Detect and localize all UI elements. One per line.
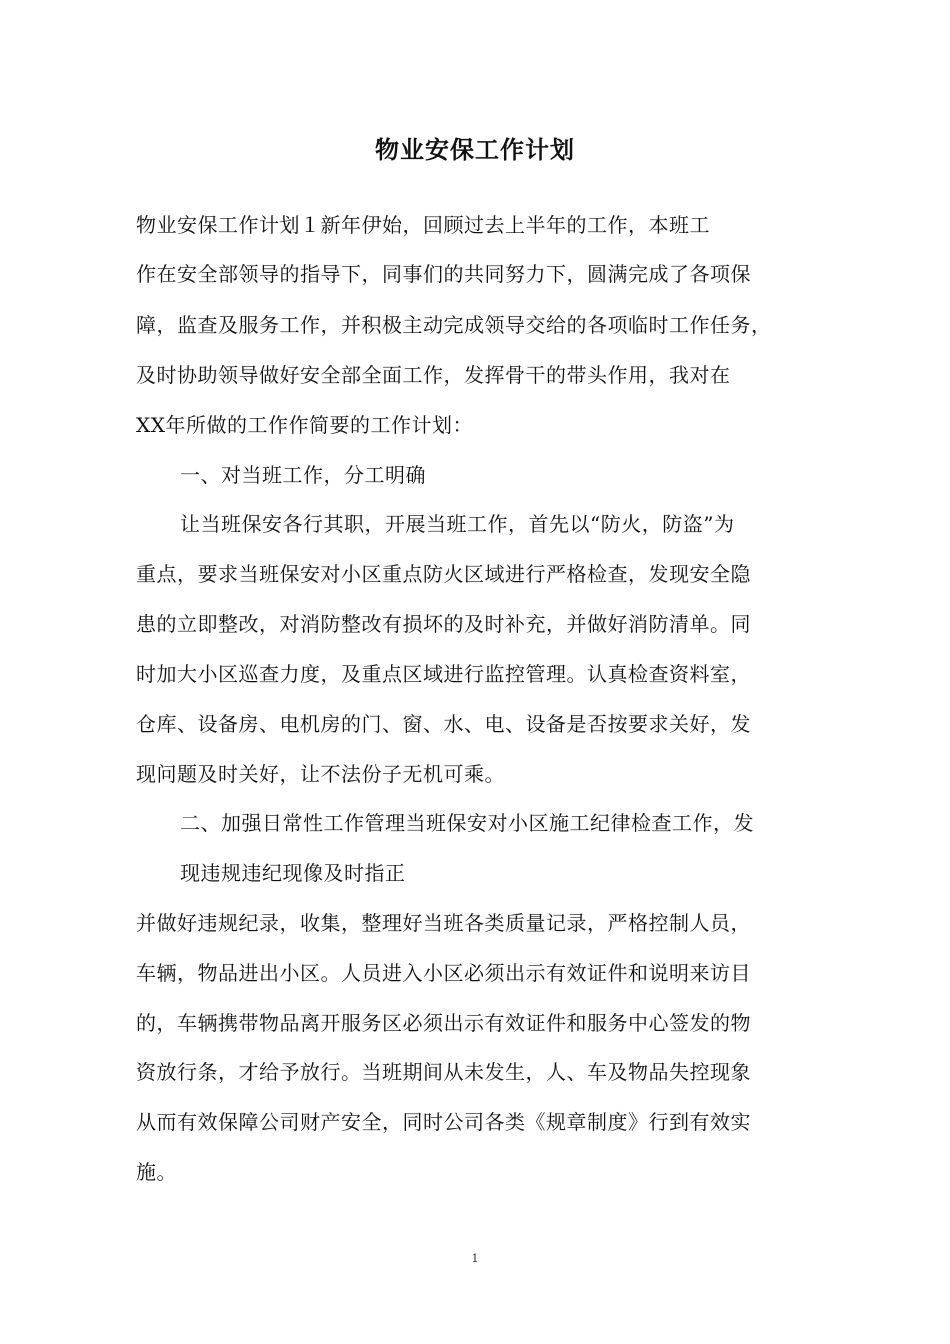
text-line: 障，监查及服务工作，并积极主动完成领导交给的各项临时工作任务， xyxy=(136,313,772,337)
text-line: 的，车辆携带物品离开服务区必须出示有效证件和服务中心签发的物 xyxy=(136,1011,751,1035)
text-line: 现违规违纪现像及时指正 xyxy=(180,861,406,885)
text-line: XX年所做的工作作简要的工作计划： xyxy=(136,413,473,437)
text-line: 患的立即整改，对消防整改有损坏的及时补充，并做好消防清单。同 xyxy=(136,612,751,636)
page-number: 1 xyxy=(471,1252,479,1265)
text-line: 资放行条，才给予放行。当班期间从未发生，人、车及物品失控现象 xyxy=(136,1060,751,1084)
text-line: 从而有效保障公司财产安全，同时公司各类《规章制度》行到有效实 xyxy=(136,1110,751,1134)
section-heading: 一、对当班工作，分工明确 xyxy=(180,463,426,487)
text-line: 及时协助领导做好安全部全面工作，发挥骨干的带头作用，我对在 xyxy=(136,363,731,387)
text-line: 作在安全部领导的指导下，同事们的共同努力下，圆满完成了各项保 xyxy=(136,262,751,286)
text-line: 仓库、设备房、电机房的门、窗、水、电、设备是否按要求关好，发 xyxy=(136,712,751,736)
text-line: 时加大小区巡查力度，及重点区域进行监控管理。认真检查资料室， xyxy=(136,662,751,686)
text-line: 车辆，物品进出小区。人员进入小区必须出示有效证件和说明来访目 xyxy=(136,961,751,985)
text-line: 让当班保安各行其职，开展当班工作，首先以“防火，防盗”为 xyxy=(180,512,735,536)
text-line: 施。 xyxy=(136,1160,177,1184)
section-heading: 二、加强日常性工作管理当班保安对小区施工纪律检查工作，发 xyxy=(180,811,754,835)
text-line: 并做好违规纪录，收集，整理好当班各类质量记录，严格控制人员， xyxy=(136,911,751,935)
document-title: 物业安保工作计划 xyxy=(375,136,575,164)
text-line: 重点，要求当班保安对小区重点防火区域进行严格检查，发现安全隐 xyxy=(136,562,751,586)
text-line: 现问题及时关好，让不法份子无机可乘。 xyxy=(136,762,505,786)
text-line: 物业安保工作计划１新年伊始，回顾过去上半年的工作，本班工 xyxy=(136,213,710,237)
